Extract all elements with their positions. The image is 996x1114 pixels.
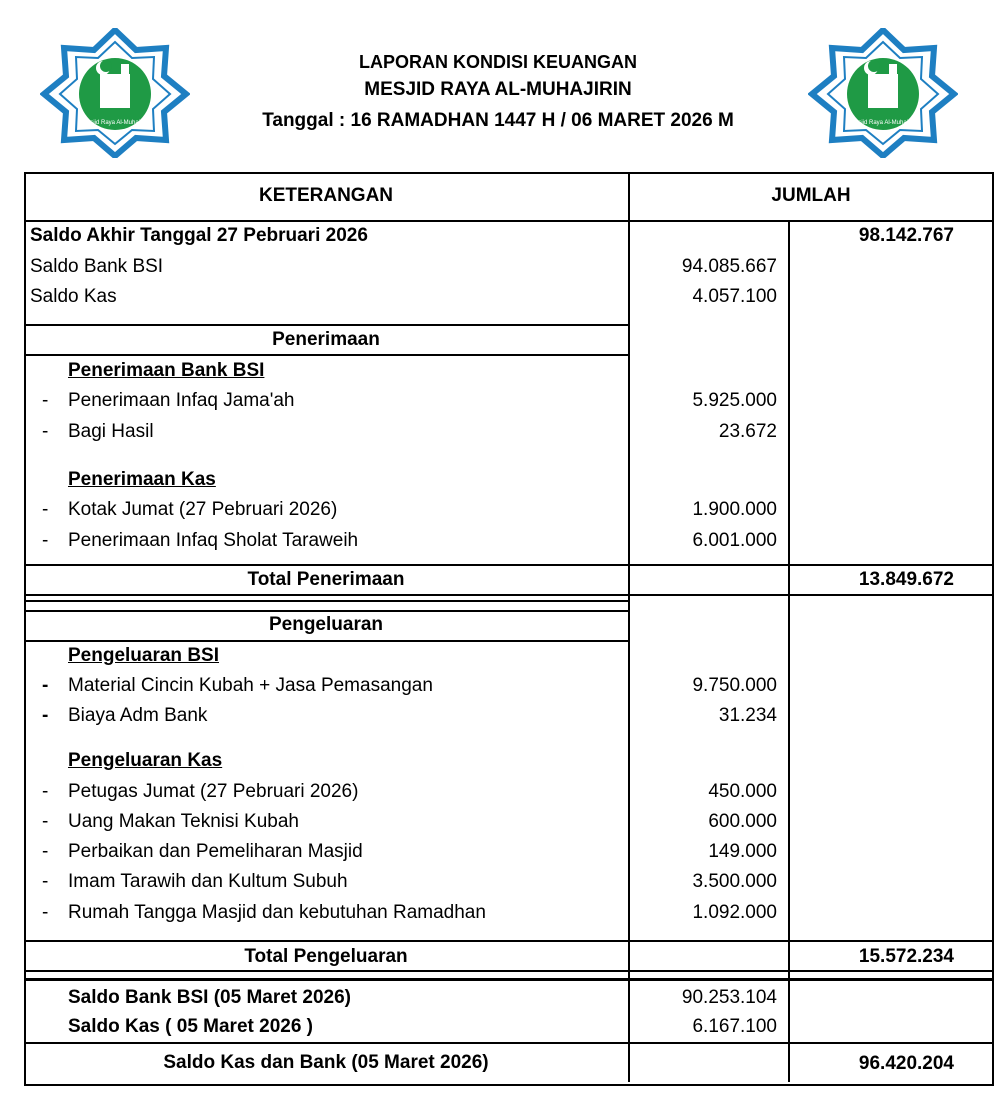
total-penerimaan-value: 13.849.672 — [858, 569, 954, 590]
list-item: Imam Tarawih dan Kultum Subuh — [68, 871, 348, 892]
list-bullet: - — [42, 390, 49, 411]
list-item: Penerimaan Infaq Sholat Taraweih — [68, 530, 359, 551]
column-divider — [628, 172, 630, 1082]
financial-report-table — [24, 172, 994, 1086]
row-divider — [24, 978, 994, 981]
row-divider — [24, 640, 630, 642]
total-penerimaan-label: Total Penerimaan — [247, 569, 405, 590]
list-item-value: 6.001.000 — [692, 530, 777, 551]
list-item-value: 3.500.000 — [692, 871, 777, 892]
saldo-akhir-total: 98.142.767 — [858, 225, 954, 246]
list-bullet: - — [42, 871, 49, 892]
list-item-value: 1.900.000 — [692, 499, 777, 520]
list-bullet: - — [42, 675, 49, 696]
saldo-bank-label: Saldo Bank BSI — [30, 256, 164, 277]
saldo-kas-label: Saldo Kas — [30, 286, 117, 307]
list-item: Bagi Hasil — [68, 421, 154, 442]
total-pengeluaran-value: 15.572.234 — [858, 946, 954, 967]
list-item: Kotak Jumat (27 Pebruari 2026) — [68, 499, 338, 520]
row-divider — [24, 594, 994, 596]
list-bullet: - — [42, 499, 49, 520]
list-item-value: 31.234 — [718, 705, 777, 726]
column-divider — [788, 220, 790, 1082]
pengeluaran-bsi-heading: Pengeluaran BSI — [68, 645, 219, 666]
row-divider — [24, 970, 994, 972]
header-jumlah: JUMLAH — [771, 185, 851, 206]
list-bullet: - — [42, 841, 49, 862]
saldo-kas-akhir-label: Saldo Kas ( 05 Maret 2026 ) — [68, 1016, 313, 1037]
row-divider — [24, 600, 630, 602]
row-divider — [24, 354, 630, 356]
list-item-value: 9.750.000 — [692, 675, 777, 696]
penerimaan-heading: Penerimaan — [272, 329, 380, 350]
saldo-bank-akhir-value: 90.253.104 — [681, 987, 777, 1008]
list-bullet: - — [42, 902, 49, 923]
list-item-value: 450.000 — [708, 781, 777, 802]
list-item: Material Cincin Kubah + Jasa Pemasangan — [68, 675, 433, 696]
header-keterangan: KETERANGAN — [258, 185, 394, 206]
row-divider — [24, 610, 630, 612]
mosque-star-logo-left — [40, 28, 190, 158]
list-item: Rumah Tangga Masjid dan kebutuhan Ramadhan — [68, 902, 486, 923]
saldo-kas-value: 4.057.100 — [692, 286, 777, 307]
list-bullet: - — [42, 705, 49, 726]
row-divider — [24, 564, 994, 566]
row-divider — [24, 1042, 994, 1044]
list-bullet: - — [42, 811, 49, 832]
list-bullet: - — [42, 781, 49, 802]
row-divider — [24, 220, 994, 222]
pengeluaran-heading: Pengeluaran — [268, 614, 384, 635]
list-item: Perbaikan dan Pemeliharan Masjid — [68, 841, 363, 862]
saldo-bank-akhir-label: Saldo Bank BSI (05 Maret 2026) — [68, 987, 351, 1008]
list-item-value: 149.000 — [708, 841, 777, 862]
penerimaan-kas-heading: Penerimaan Kas — [68, 469, 216, 490]
list-item: Biaya Adm Bank — [68, 705, 208, 726]
list-item-value: 1.092.000 — [692, 902, 777, 923]
penerimaan-bank-heading: Penerimaan Bank BSI — [68, 360, 265, 381]
mosque-name: MESJID RAYA AL-MUHAJIRIN — [364, 79, 632, 100]
saldo-total-value: 96.420.204 — [858, 1053, 954, 1074]
list-item-value: 23.672 — [718, 421, 777, 442]
pengeluaran-kas-heading: Pengeluaran Kas — [68, 750, 223, 771]
report-title: LAPORAN KONDISI KEUANGAN — [358, 52, 637, 72]
list-bullet: - — [42, 530, 49, 551]
list-item-value: 5.925.000 — [692, 390, 777, 411]
saldo-bank-value: 94.085.667 — [681, 256, 777, 277]
list-item: Petugas Jumat (27 Pebruari 2026) — [68, 781, 359, 802]
list-item: Uang Makan Teknisi Kubah — [68, 811, 299, 832]
report-titles — [200, 50, 796, 136]
saldo-kas-akhir-value: 6.167.100 — [692, 1016, 777, 1037]
saldo-total-label: Saldo Kas dan Bank (05 Maret 2026) — [163, 1052, 489, 1073]
mosque-star-logo-right — [808, 28, 958, 158]
list-item-value: 600.000 — [708, 811, 777, 832]
row-divider — [24, 940, 994, 942]
svg-text:Masjid Raya Al-Muhajirin: Masjid Raya Al-Muhajirin — [849, 120, 917, 126]
report-date: Tanggal : 16 RAMADHAN 1447 H / 06 MARET 2026 M — [262, 110, 734, 131]
list-item: Penerimaan Infaq Jama'ah — [68, 390, 295, 411]
svg-text:Masjid Raya Al-Muhajirin: Masjid Raya Al-Muhajirin — [81, 120, 149, 126]
total-pengeluaran-label: Total Pengeluaran — [244, 946, 408, 967]
report-header — [0, 0, 996, 170]
list-bullet: - — [42, 421, 49, 442]
saldo-akhir-label: Saldo Akhir Tanggal 27 Pebruari 2026 — [30, 225, 368, 246]
row-divider — [24, 324, 630, 326]
